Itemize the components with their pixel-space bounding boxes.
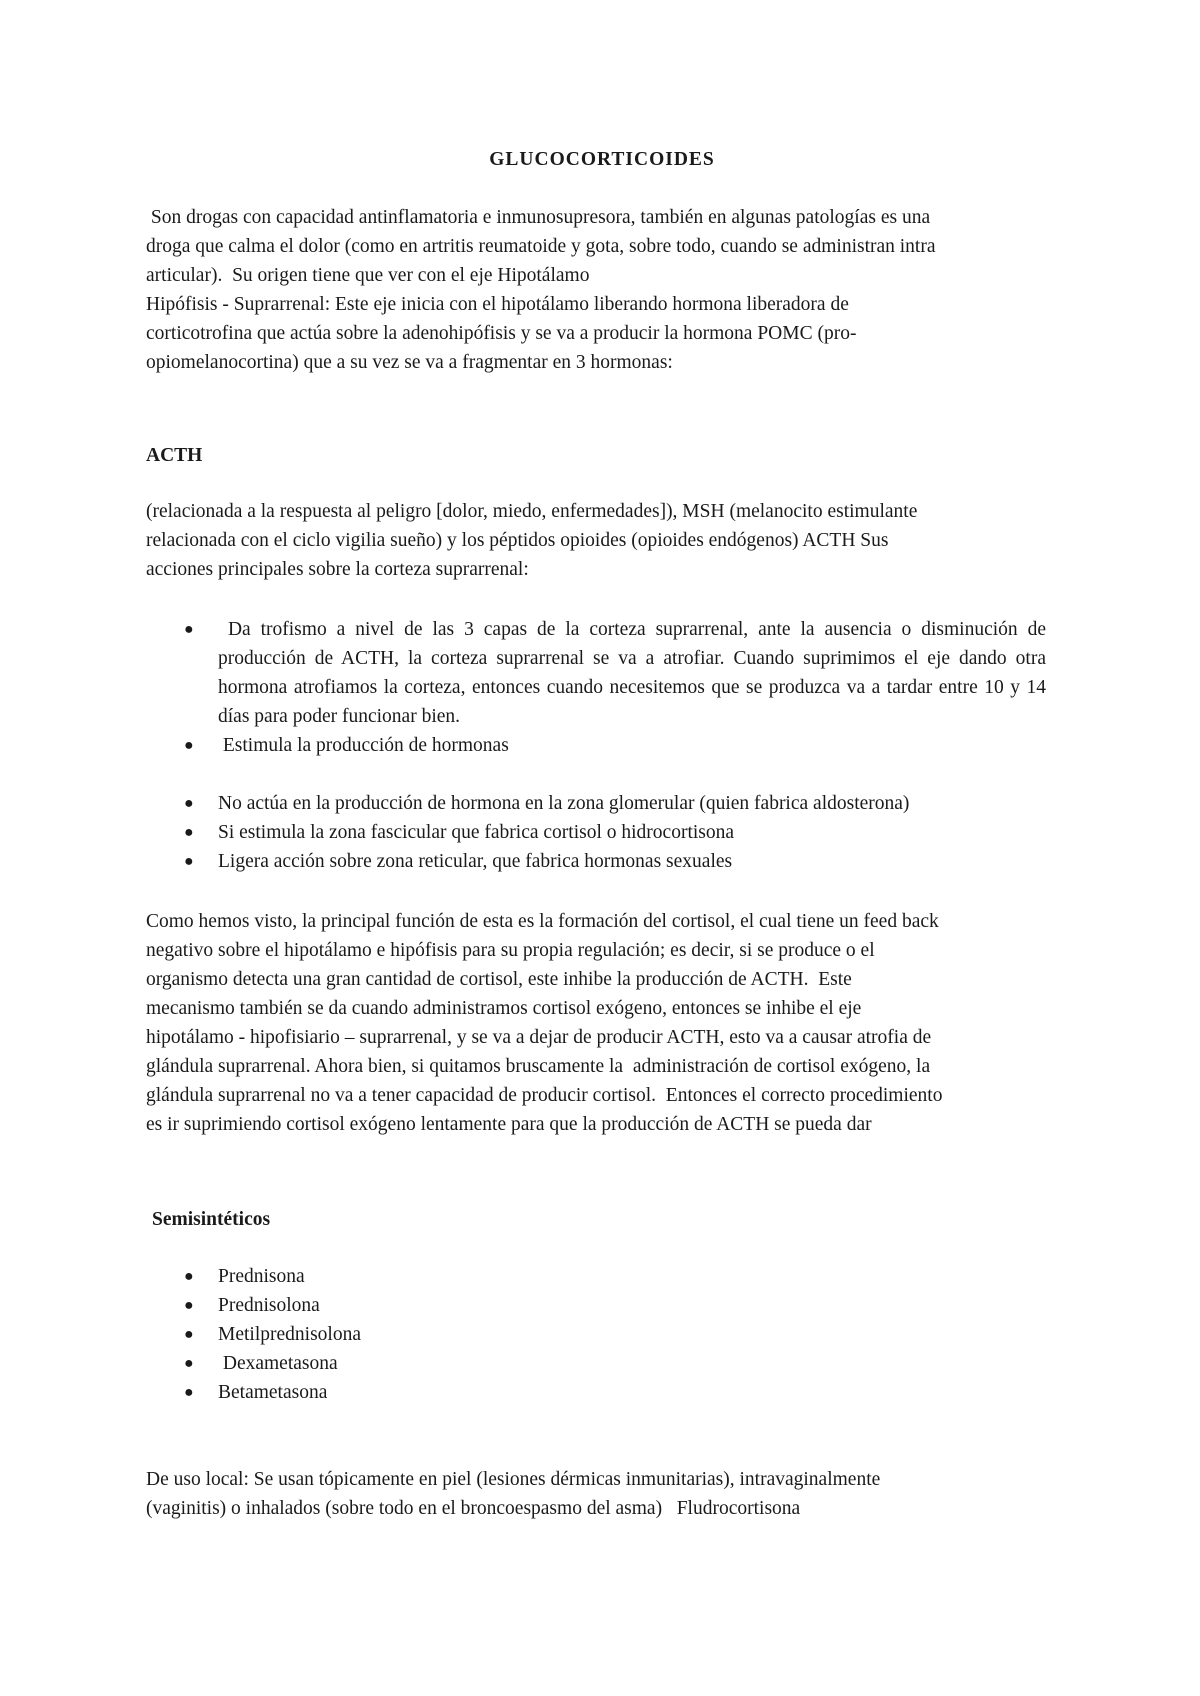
list-item-text: Prednisolona [218, 1295, 320, 1316]
list-item-text: Si estimula la zona fascicular que fabrica cortisol o hidrocortisona [218, 822, 735, 843]
bullet-icon: ● [184, 737, 194, 754]
list-item-text: Metilprednisolona [218, 1324, 361, 1345]
text-line: relacionada con el ciclo vigilia sueño) y los péptidos opioides (opioides endógenos) ACTH Sus [146, 530, 889, 551]
acth-paragraph [146, 497, 1058, 584]
text-line: (vaginitis) o inhalados (sobre todo en el broncoespasmo del asma) Fludrocortisona [146, 1498, 801, 1519]
bullet-icon: ● [184, 795, 194, 812]
list-item [184, 1320, 1046, 1349]
bullet-icon: ● [184, 1326, 194, 1343]
text-line: articular). Su origen tiene que ver con el eje Hipotálamo [146, 265, 590, 286]
list-item-text: Betametasona [218, 1382, 328, 1403]
section-heading-acth: ACTH [146, 445, 203, 466]
acth-actions-list [184, 615, 1051, 876]
text-line: glándula suprarrenal no va a tener capacidad de producir cortisol. Entonces el correcto procedimiento [146, 1085, 943, 1106]
list-item [184, 1291, 1046, 1320]
list-item [184, 1378, 1046, 1407]
list-item [184, 615, 1051, 731]
text-line: Son drogas con capacidad antinflamatoria e inmunosupresora, también en algunas patologías es una [146, 207, 931, 228]
text-line: De uso local: Se usan tópicamente en piel (lesiones dérmicas inmunitarias), intravaginalmente [146, 1469, 881, 1490]
text-line: acciones principales sobre la corteza suprarrenal: [146, 559, 529, 580]
list-item-text: Estimula la producción de hormonas [218, 735, 509, 756]
bullet-icon: ● [184, 824, 194, 841]
document-title: GLUCOCORTICOIDES [489, 149, 715, 170]
bullet-icon: ● [184, 1355, 194, 1372]
text-line: negativo sobre el hipotálamo e hipófisis para su propia regulación; es decir, si se produce o el [146, 940, 875, 961]
local-use-paragraph [146, 1465, 1058, 1523]
text-line: es ir suprimiendo cortisol exógeno lentamente para que la producción de ACTH se pueda dar [146, 1114, 872, 1135]
text-line: mecanismo también se da cuando administramos cortisol exógeno, entonces se inhibe el eje [146, 998, 862, 1019]
list-item [184, 789, 1046, 818]
list-item [184, 847, 1046, 876]
bullet-icon: ● [184, 1384, 194, 1401]
list-item [184, 1349, 1046, 1378]
list-item-text: No actúa en la producción de hormona en la zona glomerular (quien fabrica aldosterona) [218, 793, 910, 814]
intro-paragraph [146, 203, 1058, 377]
bullet-icon: ● [184, 853, 194, 870]
text-line: glándula suprarrenal. Ahora bien, si quitamos bruscamente la administración de cortisol exógeno, la [146, 1056, 931, 1077]
list-item-text: Dexametasona [218, 1353, 338, 1374]
text-line: corticotrofina que actúa sobre la adenohipófisis y se va a producir la hormona POMC (pro- [146, 323, 857, 344]
list-item-text: Da trofismo a nivel de las 3 capas de la corteza suprarrenal, ante la ausencia o disminución de producción de ACTH, la corteza suprarrenal se va a atrofiar. Cuando suprimimos el eje dando otra hormona atrofiamos la corteza, entonces cuando necesitemos que se produzca va a tardar entre 10 y 14 días para poder funcionar bien. [218, 619, 1051, 727]
list-item-text: Ligera acción sobre zona reticular, que fabrica hormonas sexuales [218, 851, 733, 872]
bullet-icon: ● [184, 1297, 194, 1314]
bullet-icon: ● [184, 1268, 194, 1285]
text-line: opiomelanocortina) que a su vez se va a fragmentar en 3 hormonas: [146, 352, 673, 373]
section-heading-semisinteticos: Semisintéticos [152, 1209, 271, 1230]
text-line: hipotálamo - hipofisiario – suprarrenal, y se va a dejar de producir ACTH, esto va a causar atrofia de [146, 1027, 932, 1048]
text-line: Hipófisis - Suprarrenal: Este eje inicia con el hipotálamo liberando hormona liberadora de [146, 294, 849, 315]
text-line: Como hemos visto, la principal función de esta es la formación del cortisol, el cual tiene un feed back [146, 911, 939, 932]
list-item [184, 818, 1046, 847]
text-line: organismo detecta una gran cantidad de cortisol, este inhibe la producción de ACTH. Este [146, 969, 852, 990]
text-line: (relacionada a la respuesta al peligro [dolor, miedo, enfermedades]), MSH (melanocito estimulante [146, 501, 918, 522]
cortisol-paragraph [146, 907, 1058, 1139]
bullet-icon: ● [184, 621, 194, 638]
list-item-text: Prednisona [218, 1266, 305, 1287]
list-item [184, 1262, 1046, 1291]
semisinteticos-list [184, 1262, 1046, 1407]
text-line: droga que calma el dolor (como en artritis reumatoide y gota, sobre todo, cuando se administran intra [146, 236, 936, 257]
list-item [184, 731, 1046, 760]
